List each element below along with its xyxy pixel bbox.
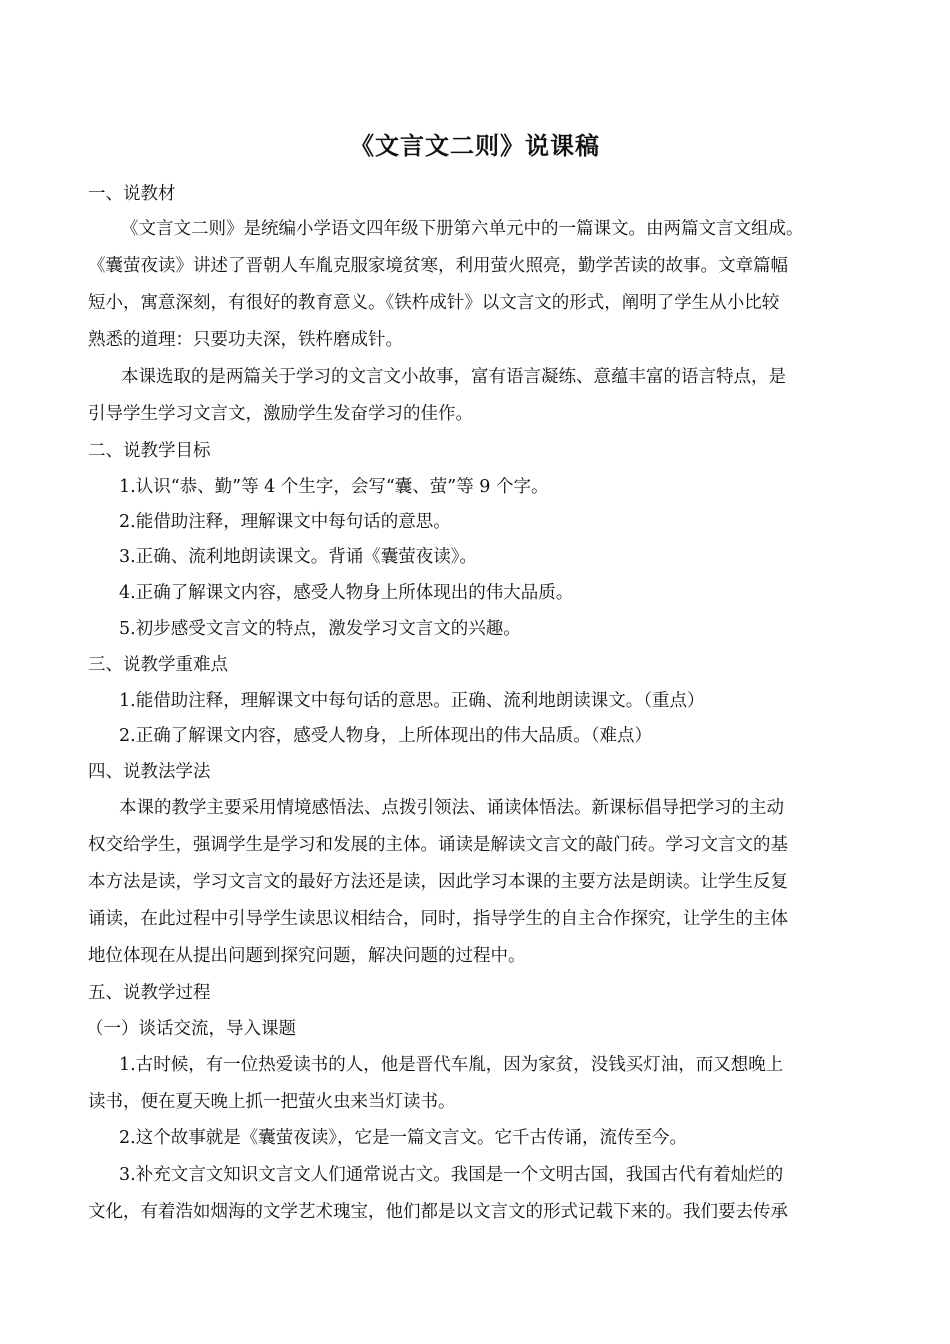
paragraph-line: 《囊萤夜读》讲述了晋朝人车胤克服家境贫寒，利用萤火照亮，勤学苦读的故事。文章篇幅: [88, 256, 788, 276]
section-heading: 三、说教学重难点: [88, 655, 228, 675]
document-title: 《文言文二则》说课稿: [350, 132, 600, 160]
paragraph-line: 地位体现在从提出问题到探究问题，解决问题的过程中。: [88, 946, 526, 966]
paragraph-line: 本方法是读，学习文言文的最好方法还是读，因此学习本课的主要方法是朗读。让学生反复: [88, 872, 788, 892]
section-heading: 四、说教法学法: [88, 762, 211, 782]
paragraph-line: 本课选取的是两篇关于学习的文言文小故事，富有语言凝练、意蕴丰富的语言特点，是: [121, 367, 786, 387]
list-item: 2.正确了解课文内容，感受人物身，上所体现出的伟大品质。（难点）: [119, 726, 652, 746]
section-heading: 一、说教材: [88, 184, 176, 204]
paragraph-line: 2.这个故事就是《囊萤夜读》，它是一篇文言文。它千古传诵，流传至今。: [119, 1128, 687, 1148]
list-item: 4.正确了解课文内容，感受人物身上所体现出的伟大品质。: [119, 583, 574, 603]
list-item: 1.认识“恭、勤”等 4 个生字，会写“囊、萤”等 9 个字。: [119, 477, 549, 497]
paragraph-line: 1.古时候，有一位热爱读书的人，他是晋代车胤，因为家贫，没钱买灯油，而又想晚上: [119, 1055, 784, 1075]
paragraph-line: 诵读，在此过程中引导学生读思议相结合，同时，指导学生的自主合作探究，让学生的主体: [88, 909, 788, 929]
section-heading: 二、说教学目标: [88, 441, 211, 461]
paragraph-line: 权交给学生，强调学生是学习和发展的主体。诵读是解读文言文的敲门砖。学习文言文的基: [88, 835, 788, 855]
paragraph-line: 引导学生学习文言文，激励学生发奋学习的佳作。: [88, 404, 473, 424]
paragraph-line: 3.补充文言文知识文言文人们通常说古文。我国是一个文明古国，我国古代有着灿烂的: [119, 1165, 784, 1185]
paragraph-line: 《文言文二则》是统编小学语文四年级下册第六单元中的一篇课文。由两篇文言文组成。: [121, 219, 804, 239]
list-item: 2.能借助注释，理解课文中每句话的意思。: [119, 512, 451, 532]
paragraph-line: 短小，寓意深刻，有很好的教育意义。《铁杵成针》以文言文的形式，阐明了学生从小比较: [88, 293, 780, 313]
subsection-heading: （一）谈话交流，导入课题: [86, 1019, 296, 1039]
list-item: 1.能借助注释，理解课文中每句话的意思。正确、流利地朗读课文。（重点）: [119, 691, 705, 711]
paragraph-line: 读书，便在夏天晚上抓一把萤火虫来当灯读书。: [88, 1092, 456, 1112]
paragraph-line: 本课的教学主要采用情境感悟法、点拨引领法、诵读体悟法。新课标倡导把学习的主动: [119, 798, 784, 818]
paragraph-line: 熟悉的道理：只要功夫深，铁杵磨成针。: [88, 330, 403, 350]
list-item: 3.正确、流利地朗读课文。背诵《囊萤夜读》。: [119, 547, 477, 567]
list-item: 5.初步感受文言文的特点，激发学习文言文的兴趣。: [119, 619, 521, 639]
paragraph-line: 文化，有着浩如烟海的文学艺术瑰宝，他们都是以文言文的形式记载下来的。我们要去传承: [88, 1202, 788, 1222]
section-heading: 五、说教学过程: [88, 983, 211, 1003]
